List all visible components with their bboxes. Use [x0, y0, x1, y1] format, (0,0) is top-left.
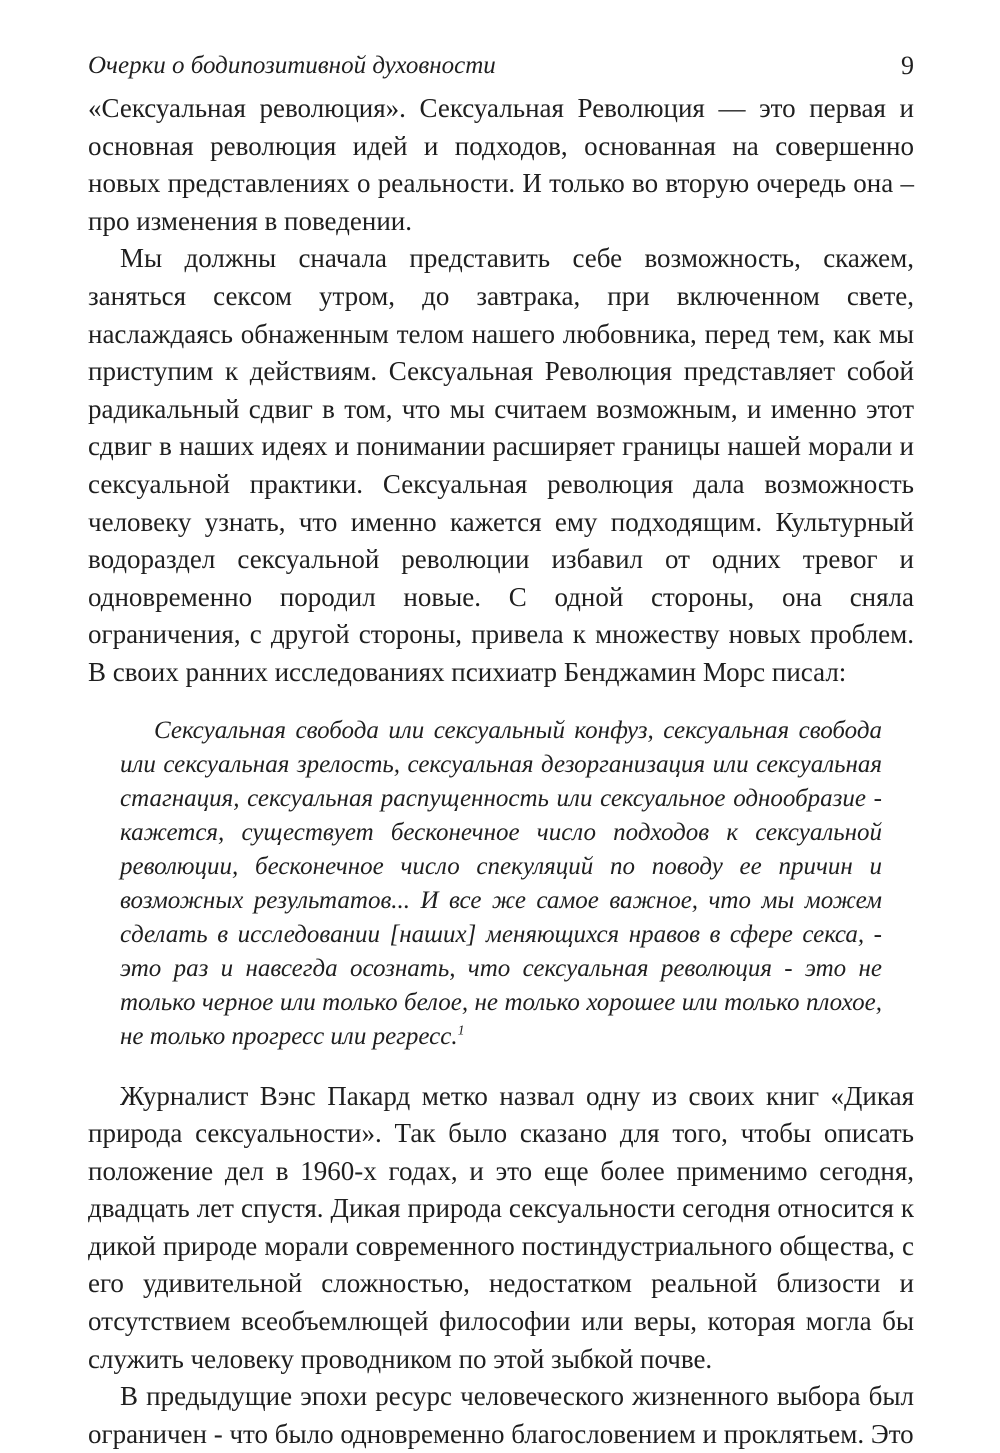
quote-text: Сексуальная свобода или сексуальный конфуз, сексуальная свобода или сексуальная зрелость, сексуальная дезорганизация или сексуальная стагнация, сексуальная распущенность или сексуальное однообразие - кажется, существует бесконечное число подходов к сексуальной революции, бесконечное число спекуляций по поводу ее причин и возможных результатов... И все же самое важное, что мы можем сделать в исследовании [наших] меняющихся нравов в сфере секса, - это раз и навсегда осознать, что сексуальная революция - это не только черное или только белое, не только хорошее или только плохое, не только прогресс или регресс.: [120, 716, 882, 1050]
paragraph: «Сексуальная революция». Сексуальная Революция — это первая и основная революция идей и подходов, основанная на совершенно новых представлениях о реальности. И только во вторую очередь она – про изменения в поведении.: [88, 93, 914, 236]
footnote-reference: 1: [457, 1023, 465, 1039]
block-quote: [120, 714, 882, 1054]
page-number: 9: [901, 51, 914, 80]
paragraph: Мы должны сначала представить себе возможность, скажем, заняться сексом утром, до завтрака, при включенном свете, наслаждаясь обнаженным телом нашего любовника, перед тем, как мы приступим к действиям. Сексуальная Революция представляет собой радикальный сдвиг в том, что мы считаем возможным, и именно этот сдвиг в наших идеях и понимании расширяет границы нашей морали и сексуальной практики. Сексуальная революция дала возможность человеку узнать, что именно кажется ему подходящим. Культурный водораздел сексуальной революции избавил от одних тревог и одновременно породил новые. С одной стороны, она сняла ограничения, с другой стороны, привела к множеству новых проблем. В своих ранних исследованиях психиатр Бенджамин Морс писал:: [88, 243, 914, 687]
main-text: [88, 90, 914, 1453]
running-title: Очерки о бодипозитивной духовности: [88, 52, 496, 79]
page-header: [88, 46, 914, 86]
book-page: [88, 46, 914, 1453]
paragraph: В предыдущие эпохи ресурс человеческого жизненного выбора был ограничен - что было одновременно благословением и проклятьем. Это: [88, 1381, 914, 1449]
paragraph: Журналист Вэнс Пакард метко назвал одну из своих книг «Дикая природа сексуальности». Так было сказано для того, чтобы описать положение дел в 1960-х годах, и это еще более применимо сегодня, двадцать лет спустя. Дикая природа сексуальности сегодня относится к дикой природе морали современного постиндустриального общества, с его удивительной сложностью, недостатком реальной близости и отсутствием всеобъемлющей философии или веры, которая могла бы служить человеку проводником по этой зыбкой почве.: [88, 1080, 914, 1374]
